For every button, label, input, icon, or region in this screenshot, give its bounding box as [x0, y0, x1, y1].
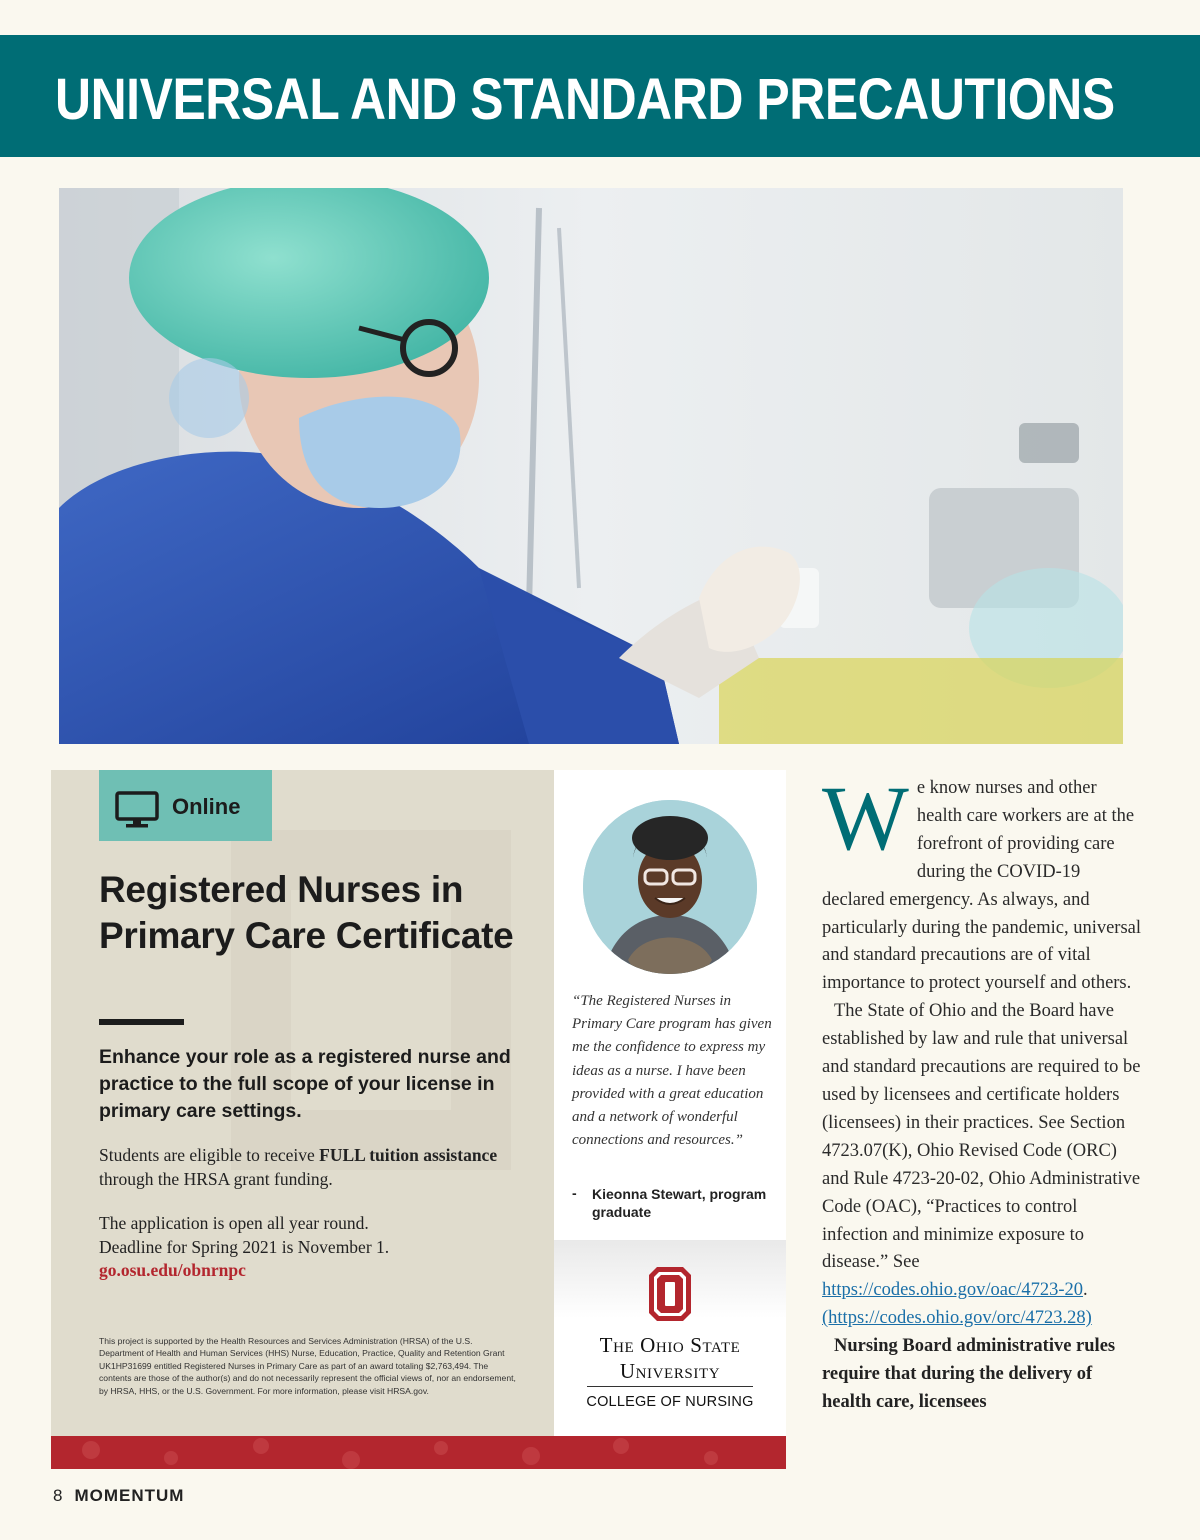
ad-title: Registered Nurses in Primary Care Certificate [99, 869, 514, 956]
page-footer [53, 1486, 184, 1506]
testimonial-panel [554, 770, 786, 1436]
graduate-avatar [583, 800, 757, 974]
article-body [822, 767, 1142, 1417]
testimonial-quote: “The Registered Nurses in Primary Care program has given me the confidence to express my ideas as a nurse. I have been provided with a great education and a network of wonderful connections and resources.” [572, 993, 772, 1149]
ad-info-panel [51, 770, 554, 1436]
online-label: Online [172, 794, 241, 819]
decorative-strip [51, 1436, 786, 1469]
program-link[interactable]: go.osu.edu/obnrnpc [99, 1260, 246, 1280]
title-banner [0, 35, 1200, 157]
page-number: 8 [53, 1486, 63, 1505]
university-logo-panel [554, 1240, 786, 1436]
university-divider [587, 1386, 753, 1387]
quote-author: Kieonna Stewart, program graduate [592, 1186, 767, 1220]
title-divider [99, 1019, 184, 1025]
article-paragraph-2: The State of Ohio and the Board have established by law and rule that universal and standard precautions are required to be used by licensees and certificate holders (licensees) in their practices. See Section 4723.07(K), Ohio Revised Code (ORC) and Rule 4723-20-02, Ohio Administrative Code (OAC), “Practices to control infection and minimize exposure to disease.” See https://codes.ohio.gov/oac/4723-20. (https://codes.ohio.gov/orc/4723.28) [822, 1001, 1141, 1329]
college-name: COLLEGE OF NURSING [586, 1394, 754, 1410]
nurse-gloving-photo [59, 188, 1123, 744]
certificate-advertisement [51, 770, 786, 1469]
article-paragraph-3: Nursing Board administrative rules require that during the delivery of health care, licensees [822, 1336, 1116, 1412]
application-text: The application is open all year round. Deadline for Spring 2021 is November 1. [99, 1213, 390, 1257]
article-paragraph-1: We know nurses and other health care workers are at the forefront of providing care during the COVID-19 declared emergency. As always, and particularly during the pandemic, universal and standard precautions are of vital importance to protect yourself and others. [822, 767, 1142, 994]
ad-subtitle: Enhance your role as a registered nurse and practice to the full scope of your license in primary care settings. [99, 1046, 511, 1122]
magazine-name: MOMENTUM [74, 1486, 185, 1505]
block-o-icon [649, 1267, 691, 1321]
drop-cap: W [822, 767, 909, 869]
eligibility-text: Students are eligible to receive FULL tuition assistance through the HRSA grant funding. [99, 1145, 498, 1189]
orc-link[interactable]: (https://codes.ohio.gov/orc/4723.28) [822, 1308, 1092, 1329]
quote-dash: - [572, 1185, 577, 1201]
online-tag [99, 770, 272, 841]
oac-link[interactable]: https://codes.ohio.gov/oac/4723-20 [822, 1280, 1084, 1301]
university-name: The Ohio State University [599, 1333, 741, 1383]
funding-disclaimer: This project is supported by the Health Resources and Services Administration (HRSA) of the U.S. Department of Health and Human Services (HHS) Nurse, Education, Practice, Quality and Retention Grant UK1HP31699 entitled Registered Nurses in Primary Care as part of an award totaling $2,763,494. The contents are those of the author(s) and do not necessarily represent the official views of, nor an endorsement, by HRSA, HHS, or the U.S. Government. For more information, please visit HRSA.gov. [99, 1336, 516, 1396]
eligibility-emphasis: FULL tuition assistance [319, 1145, 498, 1165]
page-title: UNIVERSAL AND STANDARD PRECAUTIONS [55, 67, 1115, 132]
monitor-icon [115, 791, 159, 829]
